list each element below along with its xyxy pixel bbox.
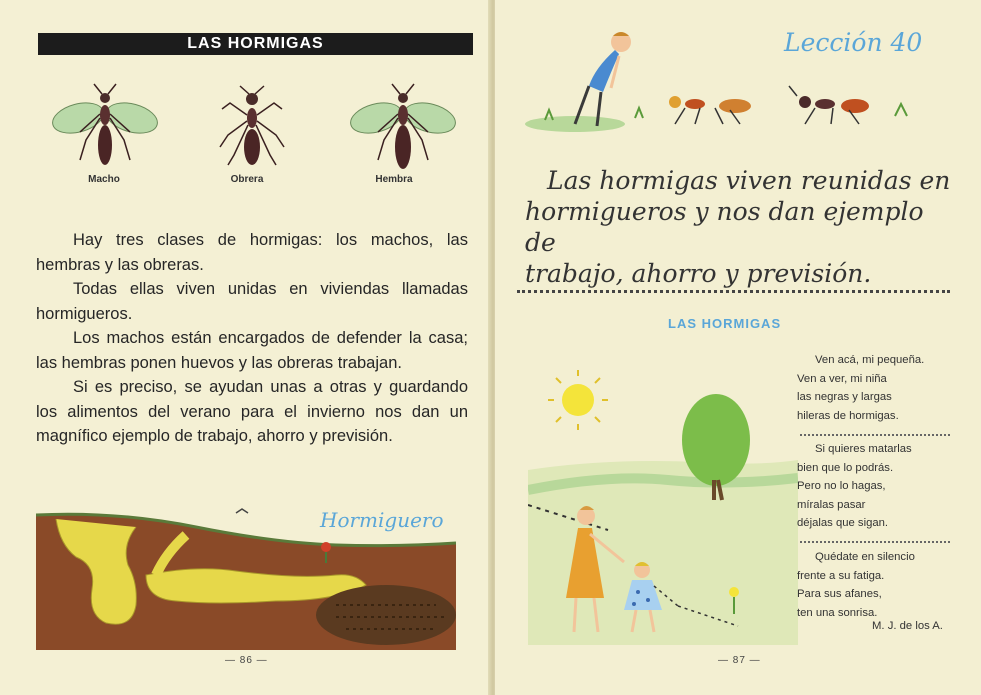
stanza-separator — [800, 541, 950, 543]
mother-and-child-illustration — [528, 370, 798, 645]
poem-line: Ven a ver, mi niña — [797, 372, 887, 385]
paragraph: Si es preciso, se ayudan unas a otras y guardando los alimentos del verano para el invierno nos dan un magnífico ejemplo de trabajo, ahorro y previsión. — [36, 378, 468, 445]
poem-line: míralas pasar — [797, 498, 866, 511]
poem-line: déjalas que sigan. — [797, 517, 889, 529]
poem-line: Quédate en silencio — [815, 551, 915, 563]
poem-line: bien que lo podrás. — [797, 461, 894, 474]
section-divider — [517, 290, 950, 293]
poem-line: Ven acá, mi pequeña. — [815, 354, 925, 366]
lesson-cursive-text — [525, 165, 955, 289]
insect-label-obrera: Obrera — [230, 174, 264, 185]
worker-ant-icon — [212, 85, 292, 170]
poem-line: hileras de hormigas. — [797, 409, 899, 422]
page-number: — 87 — — [718, 655, 761, 666]
poem-author: M. J. de los A. — [872, 620, 943, 632]
winged-ant-icon — [348, 80, 458, 175]
poem-line: ten una sonrisa. — [797, 606, 878, 619]
insect-label-macho: Macho — [88, 174, 120, 185]
paragraph: Los machos están encargados de defender la casa; las hembras ponen huevos y las obreras trabajan. — [36, 329, 468, 372]
poem-line: Si quieres matarlas — [815, 443, 912, 455]
poem-stanza — [797, 548, 952, 622]
boy-with-ants-illustration — [515, 28, 925, 138]
anthill-label: Hormiguero — [320, 508, 444, 532]
page-title: LAS HORMIGAS — [38, 33, 473, 55]
poem-line: Pero no lo hagas, — [797, 480, 886, 492]
left-page — [0, 0, 490, 695]
insect-label-hembra: Hembra — [375, 174, 413, 185]
body-text — [36, 228, 468, 449]
poem-line: Para sus afanes, — [797, 588, 882, 600]
paragraph: Hay tres clases de hormigas: los machos, las hembras y las obreras. — [36, 231, 468, 274]
page-number: — 86 — — [225, 655, 268, 666]
poem-line: frente a su fatiga. — [797, 569, 885, 582]
paragraph: Todas ellas viven unidas en viviendas llamadas hormigueros. — [36, 280, 468, 323]
stanza-separator — [800, 434, 950, 436]
poem-line: las negras y largas — [797, 391, 892, 403]
cursive-line: Las hormigas viven reunidas en — [547, 166, 951, 195]
cursive-line: trabajo, ahorro y previsión. — [525, 259, 872, 288]
poem-title: LAS HORMIGAS — [668, 316, 782, 331]
lesson-number: Lección 40 — [784, 28, 923, 57]
winged-ant-icon — [50, 80, 160, 175]
poem-stanza — [797, 351, 952, 425]
cursive-line: hormigueros y nos dan ejemplo de — [525, 197, 924, 257]
poem-stanza — [797, 440, 952, 533]
